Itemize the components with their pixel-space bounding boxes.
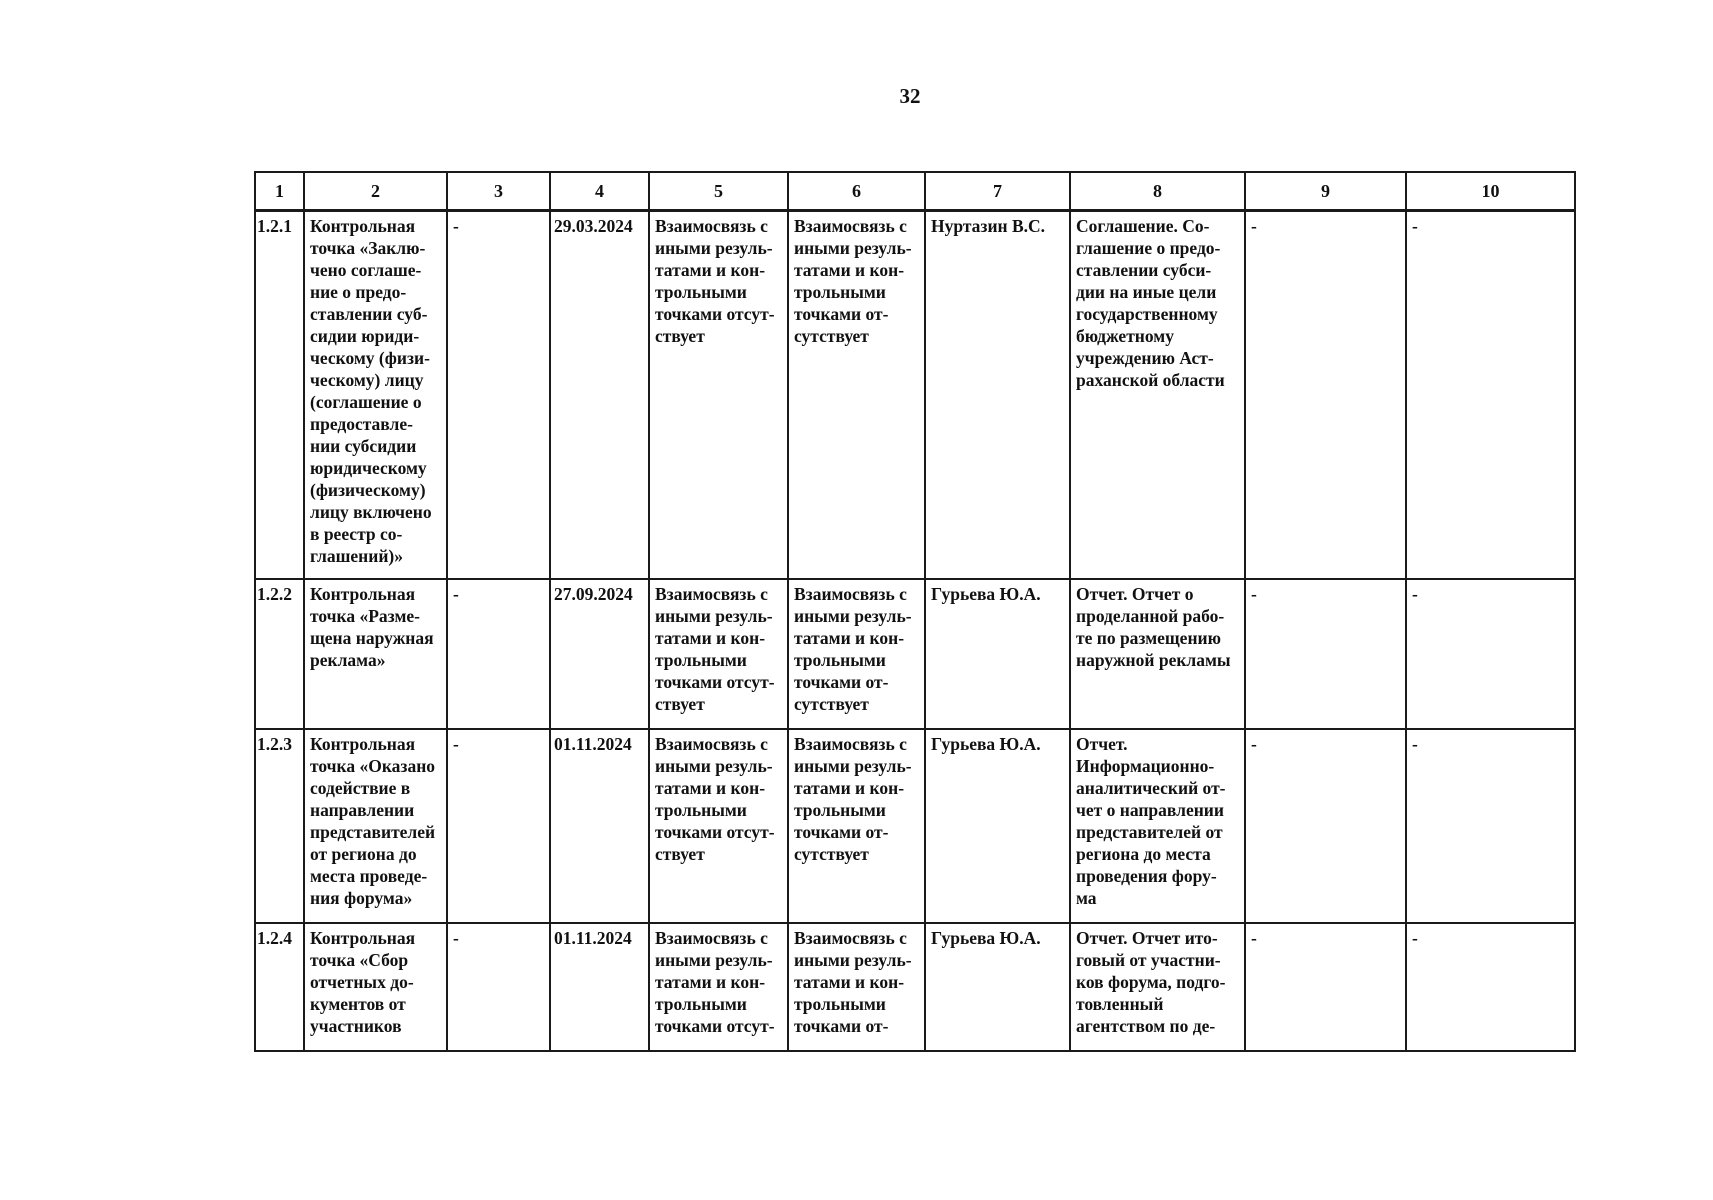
cell-col3: - xyxy=(447,923,550,1051)
responsible-person: Гурьева Ю.А. xyxy=(925,923,1070,1051)
control-point-name: Контрольная точка «Разме- щена наружная реклама» xyxy=(304,579,447,729)
cell-col3: - xyxy=(447,729,550,923)
cell-col10: - xyxy=(1406,211,1575,580)
cell-col10: - xyxy=(1406,579,1575,729)
column-header: 2 xyxy=(304,172,447,211)
column-header: 9 xyxy=(1245,172,1406,211)
header-row xyxy=(255,172,1575,211)
column-header: 10 xyxy=(1406,172,1575,211)
column-header: 3 xyxy=(447,172,550,211)
row-number: 1.2.4 xyxy=(255,923,304,1051)
column-header: 8 xyxy=(1070,172,1245,211)
column-header: 6 xyxy=(788,172,925,211)
deadline-date: 01.11.2024 xyxy=(550,923,649,1051)
table-row xyxy=(255,579,1575,729)
deadline-date: 27.09.2024 xyxy=(550,579,649,729)
row-number: 1.2.1 xyxy=(255,211,304,580)
deadline-date: 29.03.2024 xyxy=(550,211,649,580)
cell-col5: Взаимосвязь с иными резуль- татами и кон- трольными точками отсут- ствует xyxy=(649,211,788,580)
control-point-name: Контрольная точка «Сбор отчетных до- кументов от участников xyxy=(304,923,447,1051)
cell-col9: - xyxy=(1245,211,1406,580)
cell-col5: Взаимосвязь с иными резуль- татами и кон- трольными точками отсут- ствует xyxy=(649,729,788,923)
cell-col3: - xyxy=(447,579,550,729)
cell-col6: Взаимосвязь с иными резуль- татами и кон- трольными точками от- xyxy=(788,923,925,1051)
cell-col6: Взаимосвязь с иными резуль- татами и кон- трольными точками от- сутствует xyxy=(788,579,925,729)
document-type: Отчет. Информационно- аналитический от- чет о направлении представителей от региона до места проведения фору- ма xyxy=(1070,729,1245,923)
cell-col3: - xyxy=(447,211,550,580)
cell-col5: Взаимосвязь с иными резуль- татами и кон- трольными точками отсут- xyxy=(649,923,788,1051)
page-number: 32 xyxy=(899,84,921,108)
cell-col6: Взаимосвязь с иными резуль- татами и кон- трольными точками от- сутствует xyxy=(788,211,925,580)
cell-col9: - xyxy=(1245,579,1406,729)
control-point-name: Контрольная точка «Оказано содействие в направлении представителей от региона до места проведе- ния форума» xyxy=(304,729,447,923)
cell-col9: - xyxy=(1245,729,1406,923)
column-header: 4 xyxy=(550,172,649,211)
cell-col10: - xyxy=(1406,729,1575,923)
column-header: 7 xyxy=(925,172,1070,211)
document-type: Отчет. Отчет ито- говый от участни- ков форума, подго- товленный агентством по де- xyxy=(1070,923,1245,1051)
deadline-date: 01.11.2024 xyxy=(550,729,649,923)
control-point-name: Контрольная точка «Заклю- чено соглаше- ние о предо- ставлении суб- сидии юриди- ческому (физи- ческому) лицу (соглашение о предоставле- нии субсидии юридическому (физическому) лицу включено в реестр со- глашений)» xyxy=(304,211,447,580)
cell-col9: - xyxy=(1245,923,1406,1051)
document-type: Отчет. Отчет о проделанной рабо- те по размещению наружной рекламы xyxy=(1070,579,1245,729)
control-points-table xyxy=(254,171,1576,1052)
column-header: 1 xyxy=(255,172,304,211)
cell-col10: - xyxy=(1406,923,1575,1051)
table-row xyxy=(255,211,1575,580)
responsible-person: Нуртазин В.С. xyxy=(925,211,1070,580)
responsible-person: Гурьева Ю.А. xyxy=(925,579,1070,729)
row-number: 1.2.2 xyxy=(255,579,304,729)
column-header: 5 xyxy=(649,172,788,211)
table-row xyxy=(255,729,1575,923)
cell-col5: Взаимосвязь с иными резуль- татами и кон- трольными точками отсут- ствует xyxy=(649,579,788,729)
cell-col6: Взаимосвязь с иными резуль- татами и кон- трольными точками от- сутствует xyxy=(788,729,925,923)
responsible-person: Гурьева Ю.А. xyxy=(925,729,1070,923)
table-row xyxy=(255,923,1575,1051)
row-number: 1.2.3 xyxy=(255,729,304,923)
document-type: Соглашение. Со- глашение о предо- ставлении субси- дии на иные цели государственному бюджетному учреждению Аст- раханской области xyxy=(1070,211,1245,580)
